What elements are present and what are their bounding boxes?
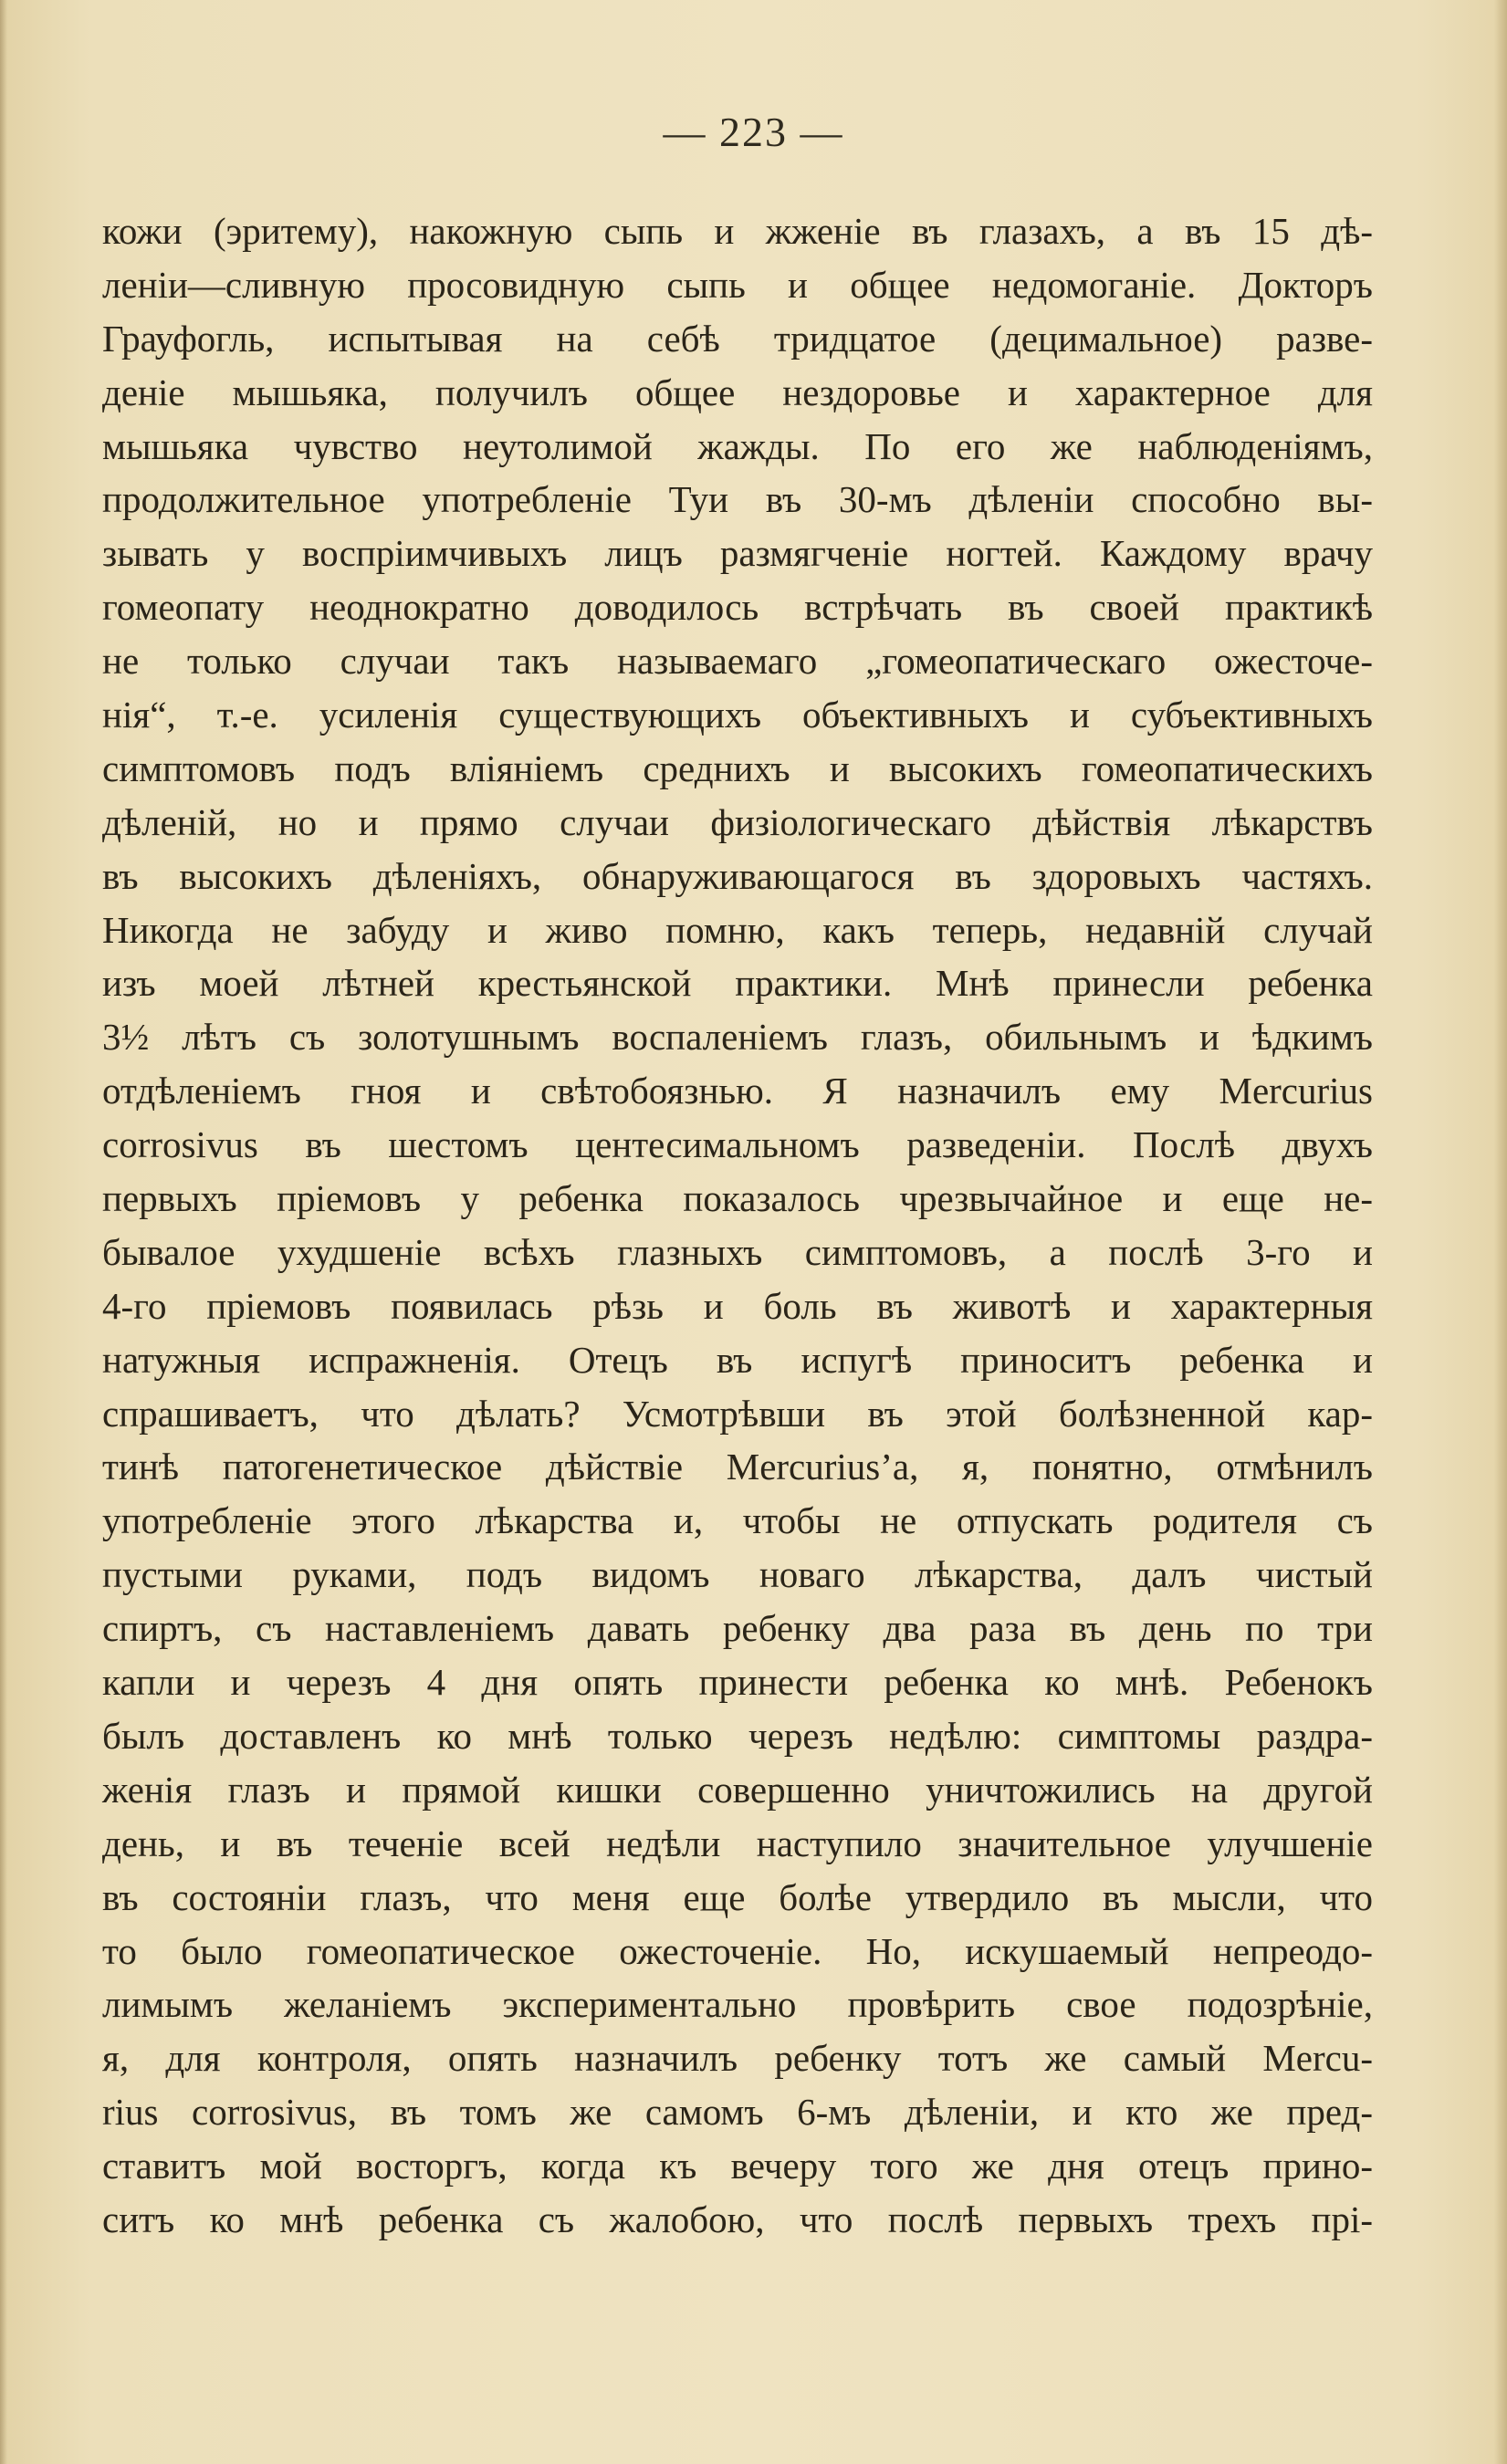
- text-line: ситъ ко мнѣ ребенка съ жалобою, что послѣ первыхъ трехъ прі-: [102, 2198, 1373, 2240]
- text-line: не только случаи такъ называемаго „гомеопатическаго ожесточе-: [102, 640, 1373, 683]
- text-line: мышьяка чувство неутолимой жажды. По его же наблюденіямъ,: [102, 424, 1373, 467]
- text-line: ставитъ мой восторгъ, когда къ вечеру того же дня отецъ прино-: [102, 2145, 1373, 2187]
- text-line: въ высокихъ дѣленіяхъ, обнаруживающагося въ здоровыхъ частяхъ.: [102, 854, 1373, 897]
- page-left-edge-shadow: [0, 0, 7, 2464]
- text-line: corrosivus въ шестомъ центесимальномъ разведеніи. Послѣ двухъ: [102, 1123, 1373, 1166]
- text-line: гомеопату неоднократно доводилось встрѣчать въ своей практикѣ: [102, 586, 1373, 629]
- text-line: лимымъ желаніемъ экспериментально провѣрить свое подозрѣніе,: [102, 1983, 1373, 2026]
- text-line: день, и въ теченіе всей недѣли наступило значительное улучшеніе: [102, 1822, 1373, 1864]
- text-line: пустыми руками, подъ видомъ новаго лѣкарства, далъ чистый: [102, 1553, 1373, 1596]
- text-line: зывать у воспріимчивыхъ лицъ размягченіе ногтей. Каждому врачу: [102, 532, 1373, 575]
- text-line: я, для контроля, опять назначилъ ребенку тотъ же самый Mercu-: [102, 2037, 1373, 2080]
- page-number: — 223 —: [663, 109, 844, 155]
- text-line: Грауфогль, испытывая на себѣ тридцатое (децимальное) разве-: [102, 317, 1373, 360]
- body-text: [102, 204, 1373, 2247]
- page-right-edge-shadow: [1494, 0, 1507, 2464]
- text-line: спрашиваетъ, что дѣлать? Усмотрѣвши въ этой болѣзненной кар-: [102, 1392, 1373, 1435]
- text-line: тинѣ патогенетическое дѣйствіе Mercurius’а, я, понятно, отмѣнилъ: [102, 1446, 1373, 1488]
- text-line: натужныя испражненія. Отецъ въ испугѣ приноситъ ребенка и: [102, 1338, 1373, 1381]
- text-line: въ состояніи глазъ, что меня еще болѣе утвердило въ мысли, что: [102, 1875, 1373, 1918]
- text-line: первыхъ пріемовъ у ребенка показалось чрезвычайное и еще не-: [102, 1177, 1373, 1220]
- text-line: дѣленій, но и прямо случаи физіологическаго дѣйствія лѣкарствъ: [102, 800, 1373, 843]
- text-line: нія“, т.-е. усиленія существующихъ объективныхъ и субъективныхъ: [102, 694, 1373, 736]
- text-line: 3½ лѣтъ съ золотушнымъ воспаленіемъ глазъ, обильнымъ и ѣдкимъ: [102, 1016, 1373, 1059]
- text-line: употребленіе этого лѣкарства и, чтобы не отпускать родителя съ: [102, 1499, 1373, 1542]
- text-line: продолжительное употребленіе Туи въ 30-мъ дѣленіи способно вы-: [102, 478, 1373, 521]
- text-line: леніи—сливную просовидную сыпь и общее недомоганіе. Докторъ: [102, 263, 1373, 306]
- text-line: rius corrosivus, въ томъ же самомъ 6-мъ дѣленіи, и кто же пред-: [102, 2091, 1373, 2134]
- text-line: Никогда не забуду и живо помню, какъ теперь, недавній случай: [102, 908, 1373, 951]
- text-line: бывалое ухудшеніе всѣхъ глазныхъ симптомовъ, а послѣ 3-го и: [102, 1230, 1373, 1273]
- text-line: симптомовъ подъ вліяніемъ среднихъ и высокихъ гомеопатическихъ: [102, 747, 1373, 789]
- text-line: деніе мышьяка, получилъ общее нездоровье и характерное для: [102, 371, 1373, 413]
- text-line: былъ доставленъ ко мнѣ только черезъ недѣлю: симптомы раздра-: [102, 1714, 1373, 1757]
- text-line: капли и черезъ 4 дня опять принести ребенка ко мнѣ. Ребенокъ: [102, 1661, 1373, 1704]
- text-line: 4-го пріемовъ появилась рѣзь и боль въ животѣ и характерныя: [102, 1284, 1373, 1327]
- text-line: кожи (эритему), накожную сыпь и жженіе въ глазахъ, а въ 15 дѣ-: [102, 210, 1373, 252]
- text-line: изъ моей лѣтней крестьянской практики. Мнѣ принесли ребенка: [102, 962, 1373, 1005]
- text-line: женія глазъ и прямой кишки совершенно уничтожились на другой: [102, 1768, 1373, 1811]
- text-line: отдѣленіемъ гноя и свѣтобоязнью. Я назначилъ ему Mercurius: [102, 1070, 1373, 1112]
- text-line: спиртъ, съ наставленіемъ давать ребенку два раза въ день по три: [102, 1607, 1373, 1650]
- text-line: то было гомеопатическое ожесточеніе. Но, искушаемый непреодо-: [102, 1929, 1373, 1972]
